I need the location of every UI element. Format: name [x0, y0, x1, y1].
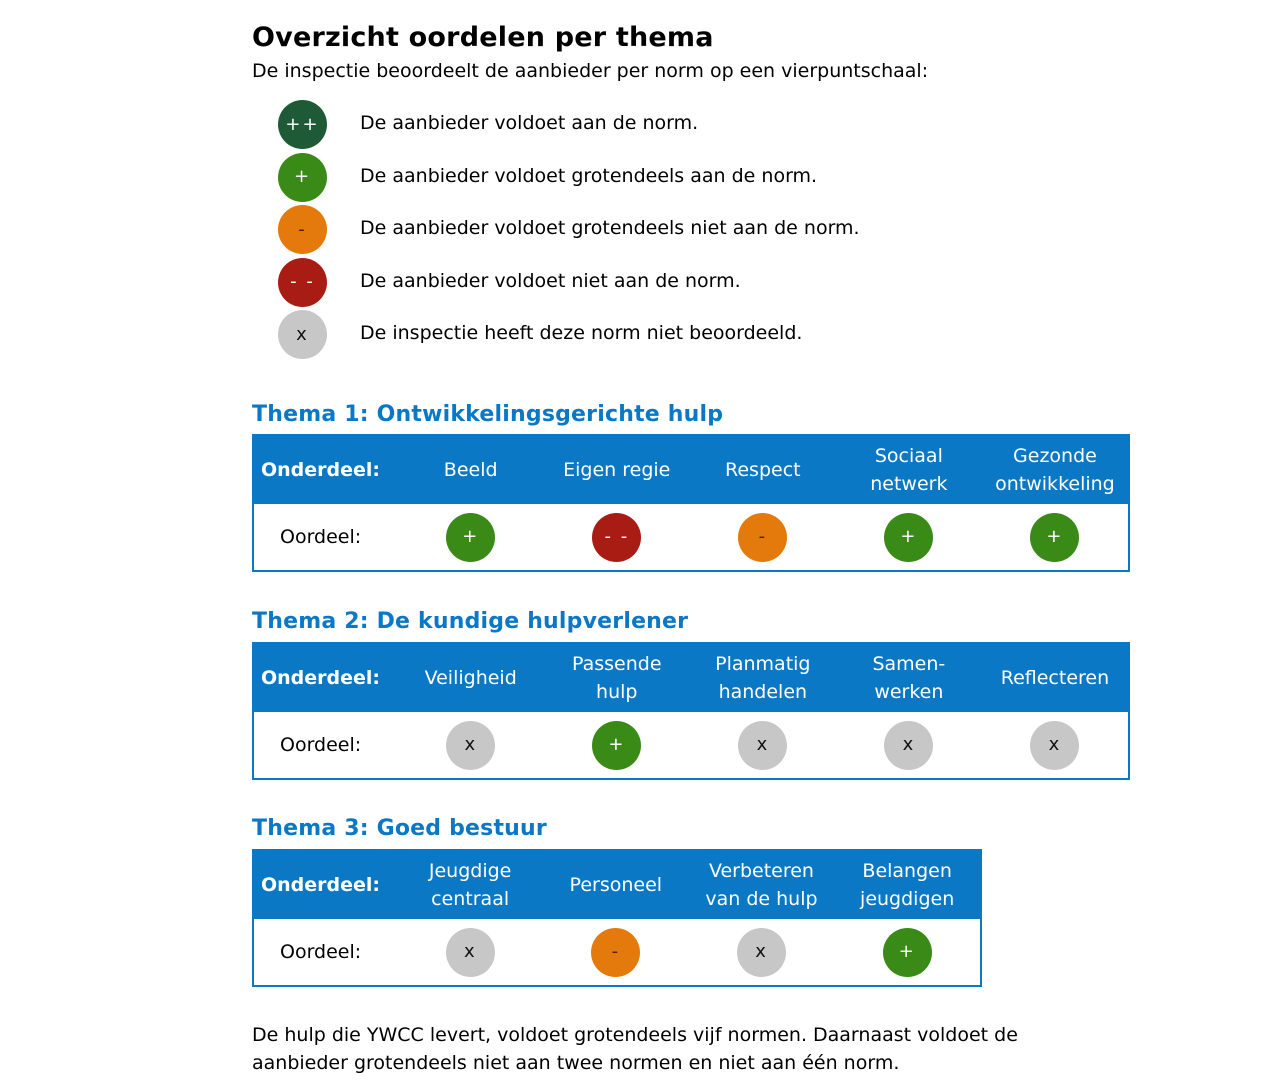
theme-1-title: Thema 1: Ontwikkelingsgerichte hulp	[252, 402, 724, 427]
legend-item	[278, 153, 978, 203]
column-header-line: Veiligheid	[424, 667, 517, 689]
header-label: Onderdeel:	[261, 667, 381, 689]
legend-item	[278, 100, 978, 150]
rating-cell	[689, 928, 835, 977]
rating-symbol: x	[755, 941, 768, 962]
voldoet-icon	[278, 100, 327, 149]
theme-2-title: Thema 2: De kundige hulpverlener	[252, 609, 689, 634]
column-header	[689, 857, 835, 913]
column-header-line: Gezonde	[1013, 445, 1097, 467]
rating-symbol: -	[298, 218, 307, 240]
theme-1-table	[252, 434, 1130, 572]
column-header-line: Personeel	[569, 874, 663, 896]
legend-text: De aanbieder voldoet niet aan de norm.	[360, 269, 741, 292]
header-label: Onderdeel:	[261, 874, 381, 896]
rating-symbol: +	[608, 734, 626, 755]
niet-beoordeeld-icon	[738, 721, 787, 770]
table-row	[254, 919, 980, 985]
voldoet-grotendeels-niet-icon	[738, 513, 787, 562]
theme-2-table	[252, 642, 1130, 780]
column-header	[398, 664, 544, 692]
legend-text: De aanbieder voldoet grotendeels aan de norm.	[360, 164, 818, 187]
rating-symbol: x	[1048, 734, 1062, 755]
table-header-row	[254, 644, 1128, 712]
rating-cell	[982, 721, 1128, 770]
column-header-line: Belangen	[862, 860, 952, 882]
rating-symbol: ++	[285, 113, 320, 135]
column-header-line: Sociaal	[874, 445, 943, 467]
legend-item	[278, 258, 978, 308]
header-label: Onderdeel:	[261, 459, 381, 481]
rating-symbol: +	[900, 526, 918, 547]
column-header-line: Eigen regie	[563, 459, 671, 481]
column-header	[982, 442, 1128, 498]
column-header-line: van de hulp	[705, 888, 818, 910]
column-header	[690, 650, 836, 706]
rating-symbol: -	[611, 941, 621, 962]
legend-text: De aanbieder voldoet aan de norm.	[360, 112, 699, 134]
column-header-line: netwerk	[870, 473, 948, 495]
rating-symbol: +	[462, 526, 480, 547]
rating-cell	[397, 928, 543, 977]
column-header-line: Jeugdige	[428, 860, 512, 882]
rating-symbol: - -	[290, 271, 315, 292]
column-header-line: Planmatig	[715, 653, 811, 675]
rating-symbol: +	[293, 166, 312, 187]
niet-beoordeeld-icon	[884, 721, 933, 770]
column-header	[543, 871, 689, 899]
summary-paragraph: De hulp die YWCC levert, voldoet grotendeels vijf normen. Daarnaast voldoet de aanbieder grotendeels niet aan twee normen en niet aan één norm.	[252, 1024, 1018, 1074]
rating-cell	[690, 721, 836, 770]
legend-text: De inspectie heeft deze norm niet beoordeeld.	[360, 322, 803, 344]
column-header-line: Respect	[725, 459, 801, 481]
column-header	[398, 456, 544, 484]
column-header	[836, 442, 982, 498]
legend-item	[278, 205, 978, 255]
voldoet-grotendeels-icon	[1030, 513, 1079, 562]
theme-3-title: Thema 3: Goed bestuur	[252, 816, 547, 841]
column-header-line: Reflecteren	[1000, 667, 1110, 689]
niet-beoordeeld-icon	[446, 928, 495, 977]
rating-cell	[834, 928, 980, 977]
row-label: Oordeel:	[280, 526, 362, 548]
voldoet-grotendeels-icon	[446, 513, 495, 562]
column-header	[836, 650, 982, 706]
column-header-line: Beeld	[443, 459, 498, 481]
niet-beoordeeld-icon	[737, 928, 786, 977]
rating-symbol: x	[464, 734, 478, 755]
niet-beoordeeld-icon	[278, 310, 327, 359]
rating-cell	[544, 513, 690, 562]
column-header	[690, 456, 836, 484]
column-header	[397, 857, 543, 913]
intro-text: De inspectie beoordeelt de aanbieder per norm op een vierpuntschaal:	[252, 60, 929, 82]
column-header	[544, 456, 690, 484]
rating-cell	[982, 513, 1128, 562]
column-header-line: Verbeteren	[708, 860, 814, 882]
row-label: Oordeel:	[280, 734, 362, 756]
voldoet-grotendeels-icon	[883, 928, 932, 977]
column-header	[982, 664, 1128, 692]
voldoet-grotendeels-icon	[884, 513, 933, 562]
voldoet-grotendeels-icon	[592, 721, 641, 770]
column-header-line: Passende	[571, 653, 662, 675]
rating-cell	[836, 721, 982, 770]
page-title: Overzicht oordelen per thema	[252, 22, 714, 53]
niet-beoordeeld-icon	[446, 721, 495, 770]
rating-symbol: - -	[604, 526, 630, 547]
voldoet-grotendeels-niet-icon	[278, 205, 327, 254]
niet-beoordeeld-icon	[1030, 721, 1079, 770]
rating-symbol: x	[902, 734, 916, 755]
column-header	[834, 857, 980, 913]
row-label: Oordeel:	[280, 941, 362, 963]
rating-cell	[690, 513, 836, 562]
rating-symbol: -	[758, 526, 768, 547]
rating-symbol: +	[898, 941, 916, 962]
column-header-line: Samen-	[872, 653, 946, 675]
column-header-line: hulp	[596, 681, 638, 703]
rating-cell	[836, 513, 982, 562]
column-header-line: werken	[874, 681, 944, 703]
rating-symbol: x	[296, 323, 309, 345]
voldoet-grotendeels-niet-icon	[591, 928, 640, 977]
voldoet-niet-icon	[278, 258, 327, 307]
column-header-line: centraal	[431, 888, 510, 910]
rating-cell	[398, 721, 544, 770]
table-row	[254, 504, 1128, 570]
legend-text: De aanbieder voldoet grotendeels niet aan de norm.	[360, 217, 860, 239]
rating-symbol: +	[1046, 526, 1064, 547]
table-header-row	[254, 436, 1128, 504]
rating-cell	[543, 928, 689, 977]
column-header-line: handelen	[718, 681, 808, 703]
column-header-line: jeugdigen	[860, 888, 955, 910]
voldoet-grotendeels-icon	[278, 153, 327, 202]
rating-symbol: x	[756, 734, 770, 755]
legend-item	[278, 310, 978, 360]
theme-3-table	[252, 849, 982, 987]
voldoet-niet-icon	[592, 513, 641, 562]
rating-cell	[398, 513, 544, 562]
column-header	[544, 650, 690, 706]
rating-symbol: x	[463, 941, 477, 962]
table-header-row	[254, 851, 980, 919]
table-row	[254, 712, 1128, 778]
rating-cell	[544, 721, 690, 770]
column-header-line: ontwikkeling	[995, 473, 1115, 495]
